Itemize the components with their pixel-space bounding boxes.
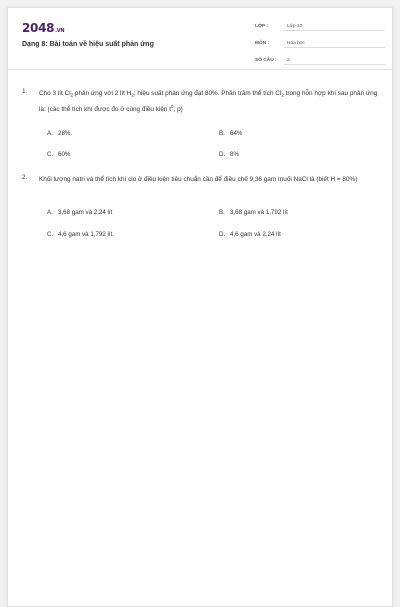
- question-text: [39, 88, 379, 115]
- q1-text-part: Cho 3 lít Cl: [39, 90, 71, 97]
- worksheet-page: [7, 7, 393, 607]
- option-b[interactable]: [219, 130, 242, 137]
- option-text: 28%.: [58, 130, 73, 137]
- question-2: [22, 174, 382, 244]
- meta-label-subject: MÔN :: [255, 40, 270, 46]
- meta-label-count: SỐ CÂU :: [255, 57, 277, 63]
- option-a[interactable]: [47, 209, 112, 216]
- question-number: 2.: [22, 174, 28, 181]
- option-text: 4,6 gam và 1,792 lít.: [58, 231, 115, 238]
- logo-tld: .VN: [55, 28, 65, 34]
- option-text: 4,6 gam và 2,24 lít: [230, 231, 281, 238]
- option-text: 3,68 gam và 1,792 lít: [230, 209, 288, 216]
- site-logo[interactable]: [22, 21, 64, 35]
- option-letter: B.: [219, 209, 225, 216]
- q1-subscript: 2: [70, 92, 74, 98]
- worksheet-header: [8, 8, 392, 70]
- q1-subscript: 2: [131, 92, 134, 98]
- q1-text-part: trong hỗn hợp khí sau phản ứng là: (các thể tích khí được đo ở cùng điều kiện t: [39, 90, 378, 113]
- option-c[interactable]: [47, 151, 70, 158]
- meta-value-subject: Hóa học: [284, 39, 385, 48]
- q1-text-part: , p): [173, 105, 183, 113]
- option-text: 8%: [230, 151, 239, 158]
- q1-superscript: 0: [171, 103, 174, 109]
- worksheet-meta: [255, 21, 385, 72]
- option-letter: D.: [219, 151, 226, 158]
- meta-label-class: LỚP :: [255, 23, 269, 29]
- option-letter: C.: [47, 151, 54, 158]
- question-number: 1.: [22, 88, 28, 95]
- question-text: Khối lượng natri và thể tích khí clo ở điều kiện tiêu chuẩn cần để điều chế 9,36 gam muối NaCl là (biết H = 80%): [39, 176, 358, 183]
- worksheet-title: Dạng 8: Bài toán về hiệu suất phản ứng: [22, 41, 154, 48]
- option-text: 3,68 gam và 2,24 lít: [58, 209, 113, 216]
- meta-row-class: [255, 21, 385, 31]
- meta-value-count: 2: [284, 56, 385, 65]
- logo-text: 2048: [22, 21, 55, 35]
- q1-text-part: ; hiệu suất phản ứng đạt 80%. Phần trăm thể tích Cl: [133, 90, 282, 97]
- option-a[interactable]: [47, 130, 72, 137]
- option-d[interactable]: [219, 231, 281, 238]
- option-letter: A.: [47, 130, 53, 137]
- option-d[interactable]: [219, 151, 239, 158]
- option-letter: B.: [219, 130, 225, 137]
- meta-row-count: [255, 55, 385, 65]
- meta-row-subject: [255, 38, 385, 48]
- meta-value-class: Lớp 10: [284, 22, 385, 31]
- option-letter: A.: [47, 209, 53, 216]
- q1-subscript: 2: [281, 92, 284, 98]
- option-text: 60%: [58, 151, 71, 158]
- question-1: [22, 88, 382, 168]
- option-text: 64%: [230, 130, 243, 137]
- option-letter: C.: [47, 231, 54, 238]
- option-c[interactable]: [47, 231, 114, 238]
- option-b[interactable]: [219, 209, 288, 216]
- option-letter: D.: [219, 231, 226, 238]
- q1-text-part: phản ứng với 2 lít H: [73, 90, 132, 97]
